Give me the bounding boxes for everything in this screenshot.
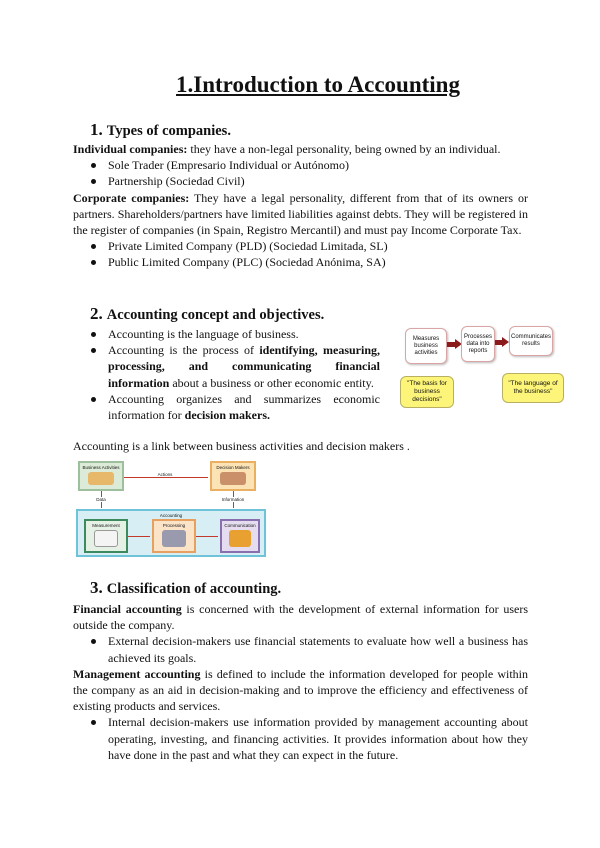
financial-paragraph <box>73 601 528 633</box>
measures-box: Measures business activities <box>405 328 447 364</box>
arrow-icon <box>128 536 150 537</box>
management-label: Management accounting <box>73 666 201 681</box>
report-icon <box>229 530 251 547</box>
processing-illustration-icon <box>162 530 186 547</box>
section-heading-classification <box>90 578 281 598</box>
box-label: Decision Makers <box>216 465 250 470</box>
item-bold: identifying, measuring, processing, and communicating financial information <box>108 343 381 390</box>
heading-text: Accounting concept and objectives. <box>106 307 325 323</box>
concept-list <box>73 326 380 423</box>
processes-box: Processes data into reports <box>461 326 495 362</box>
speech-bubble: "The basis for business decisions" <box>400 376 454 408</box>
list-item: External decision-makers use financial statements to evaluate how well a business has achieved its goals. <box>108 634 528 665</box>
heading-number: 1. <box>90 120 103 139</box>
list-item: Accounting is the language of business. <box>108 326 380 342</box>
individual-paragraph <box>73 141 528 157</box>
list-item <box>108 342 380 391</box>
information-label: Information <box>216 497 250 502</box>
individual-text: they have a non-legal personality, being owned by an individual. <box>187 142 501 156</box>
list-item: Partnership (Sociedad Civil) <box>108 173 528 189</box>
financial-label: Financial accounting <box>73 602 182 616</box>
corporate-text: They have a legal personality, different from that of its owners or partners. Shareholders/partners have limited liabilities against debts. They will be registered in the register of companies (in Spain, Registro Mercantil) and must pay Income Corporate Tax. <box>73 190 528 238</box>
accounting-process-diagram <box>395 322 575 422</box>
financial-list <box>73 633 528 665</box>
actions-arrow <box>124 477 208 478</box>
box-label: Measurement <box>92 523 120 528</box>
list-item <box>108 391 380 423</box>
decision-makers-box <box>210 461 256 491</box>
item-text: about a business or other economic entity. <box>169 375 374 390</box>
corporate-paragraph <box>73 190 528 239</box>
heading-text: Classification of accounting. <box>106 581 282 597</box>
section-concept-body <box>73 326 380 423</box>
box-label: Processing <box>162 523 186 528</box>
measurement-box <box>84 519 128 553</box>
corporate-label: Corporate companies: <box>73 190 190 205</box>
actions-label: Actions <box>152 472 178 477</box>
item-bold: decision makers. <box>184 408 270 423</box>
item-text: Accounting organizes and summarizes economic information for <box>108 391 380 423</box>
arrow-icon <box>447 342 456 347</box>
section-types-body <box>73 141 528 271</box>
box-label: Communication <box>224 523 256 528</box>
individual-label: Individual companies: <box>73 142 188 156</box>
data-label: Data <box>90 497 112 502</box>
communication-box <box>220 519 260 553</box>
arrow-icon <box>196 536 218 537</box>
business-illustration-icon <box>88 472 113 485</box>
box-label: Accounting <box>159 513 183 518</box>
section-classification-body <box>73 601 528 763</box>
people-illustration-icon <box>220 472 245 485</box>
list-item: Public Limited Company (PLC) (Sociedad Anónima, SA) <box>108 254 528 270</box>
business-activities-box <box>78 461 124 491</box>
heading-number: 2. <box>90 304 103 323</box>
list-item: Internal decision-makers use information provided by management accounting about operating, investing, and financing activities. It provides information about how they have done in the past and what they can expect in the future. <box>108 715 528 762</box>
management-paragraph <box>73 666 528 715</box>
list-item: Sole Trader (Empresario Individual or Autónomo) <box>108 157 528 173</box>
communicates-box: Communicates results <box>509 326 553 356</box>
corporate-list <box>73 238 528 270</box>
section-heading-concept <box>90 304 324 324</box>
financial-text: is concerned with the development of external information for users outside the company. <box>73 602 528 633</box>
document-icon <box>94 530 118 547</box>
box-label: Business Activities <box>82 465 120 470</box>
section-heading-types <box>90 120 231 140</box>
individual-list <box>73 157 528 189</box>
heading-number: 3. <box>90 578 103 597</box>
accounting-link-diagram <box>72 457 270 558</box>
list-item: Private Limited Company (PLD) (Sociedad Limitada, SL) <box>108 238 528 254</box>
item-text: Accounting is the process of <box>108 343 260 358</box>
accounting-box <box>76 509 266 557</box>
heading-text: Types of companies. <box>106 123 231 139</box>
link-sentence: Accounting is a link between business activities and decision makers . <box>73 439 410 453</box>
processing-box <box>152 519 196 553</box>
speech-bubble: "The language of the business" <box>502 373 564 403</box>
management-text: is defined to include the information developed for people within the company as an aid in decision-making and to improve the efficiency and effectiveness of existing products and services. <box>73 666 528 714</box>
page-title: 1.Introduction to Accounting <box>176 72 460 97</box>
arrow-icon <box>495 340 503 345</box>
management-list <box>73 714 528 763</box>
